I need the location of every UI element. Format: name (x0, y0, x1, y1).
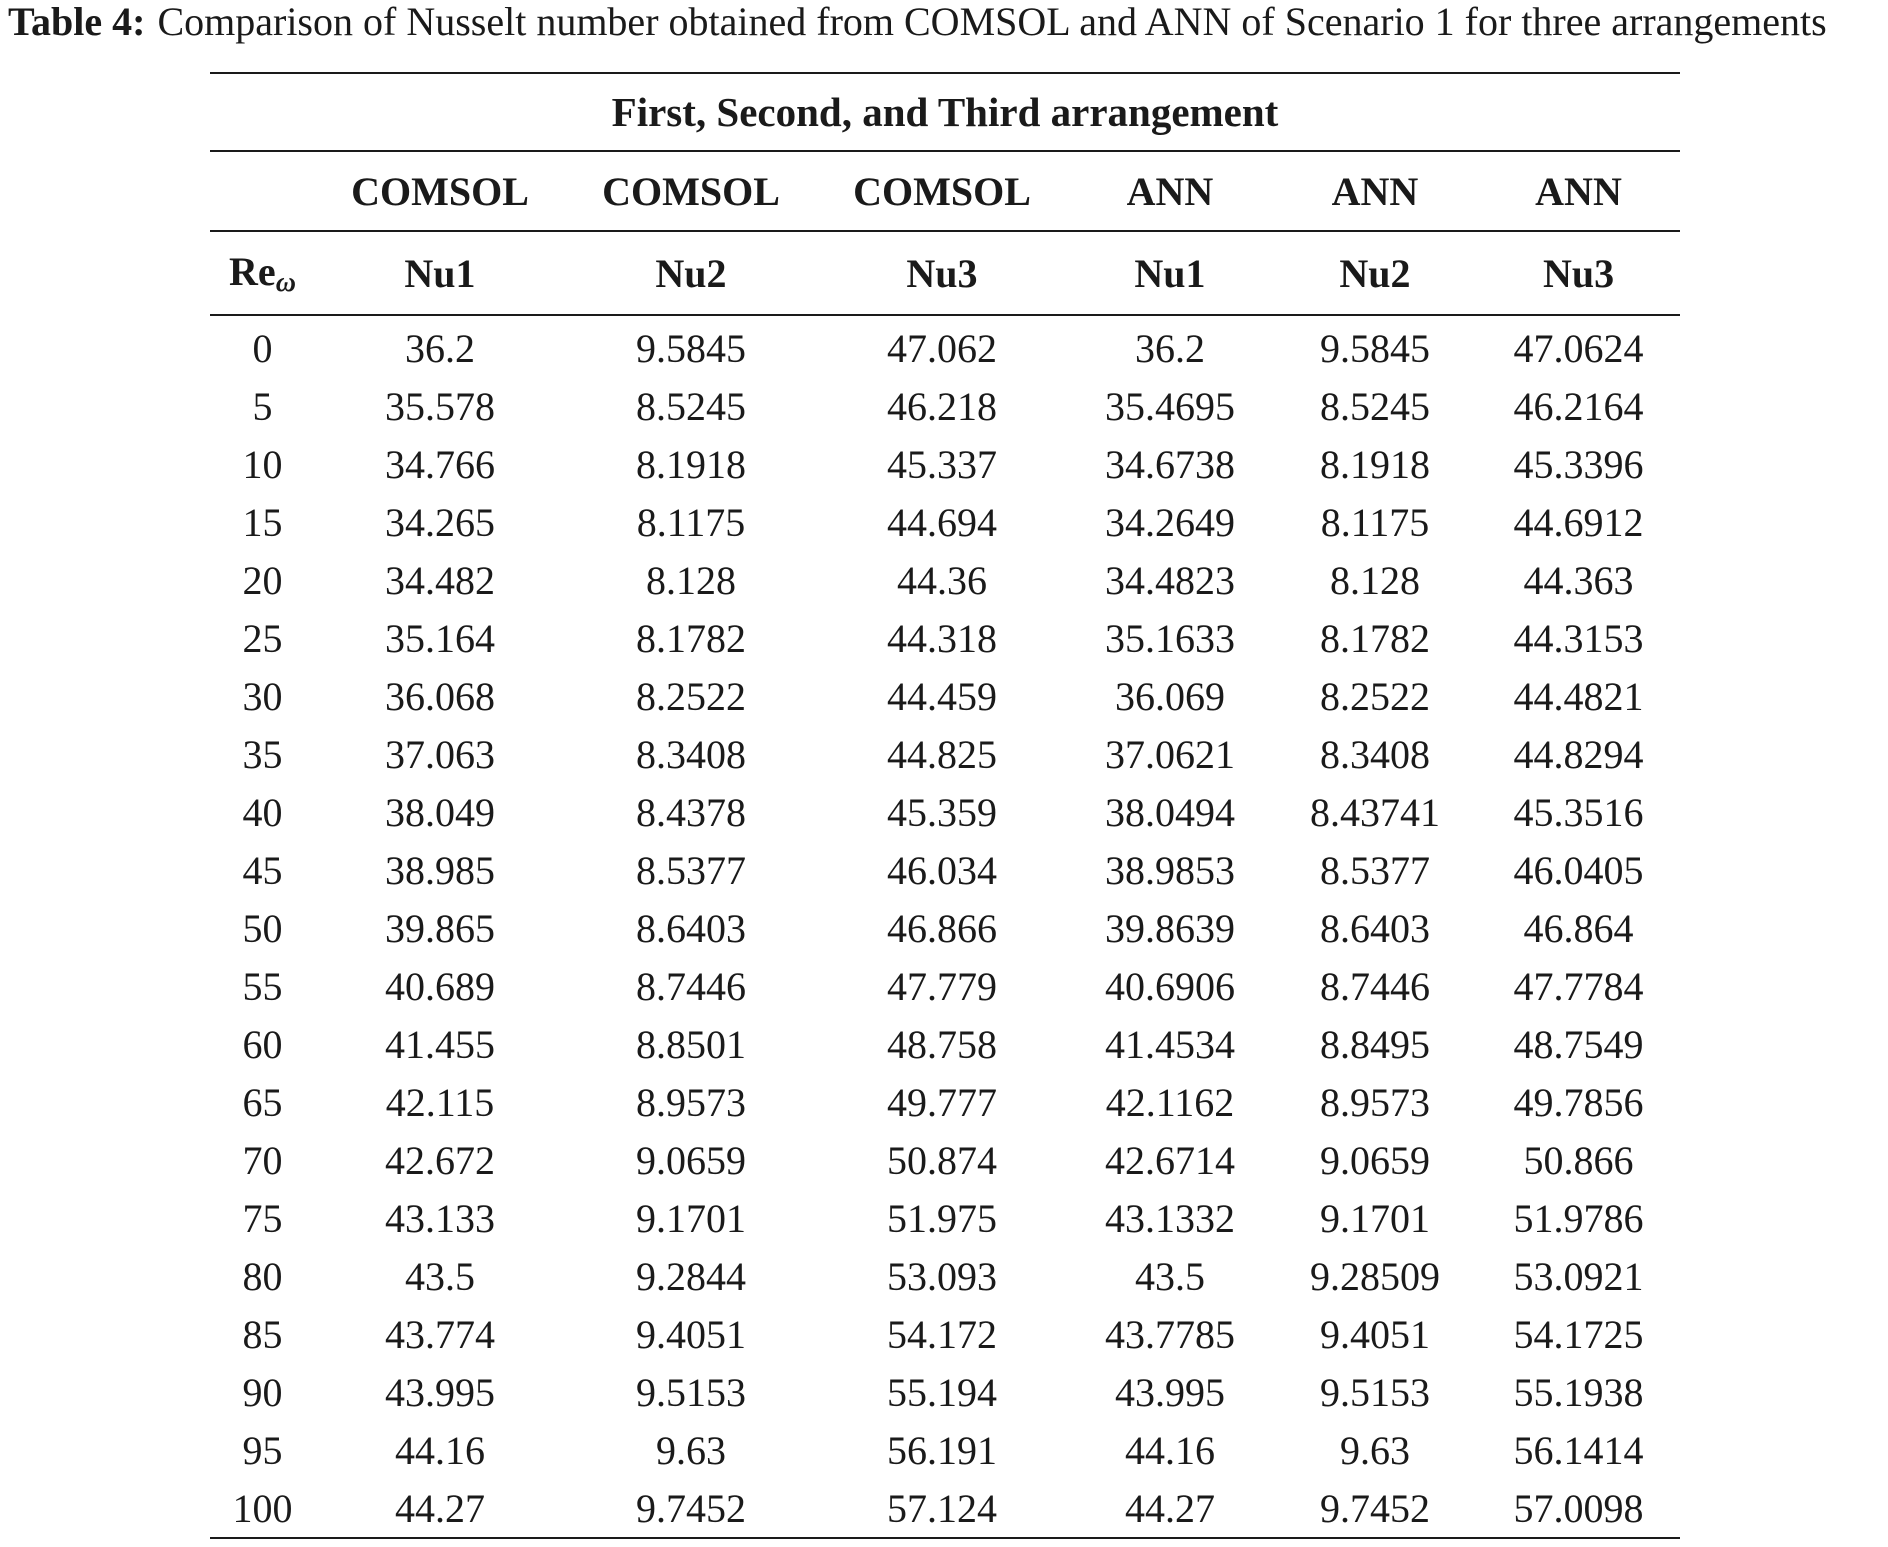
cell-ann-nu2: 8.9573 (1320, 1079, 1430, 1125)
cell-ann-nu2: 8.5245 (1320, 383, 1430, 429)
cell-comsol-nu3: 54.172 (887, 1311, 997, 1357)
table-row (210, 725, 1680, 783)
cell-ann-nu3: 47.0624 (1513, 325, 1644, 371)
cell-ann-nu1: 36.069 (1115, 673, 1225, 719)
cell-comsol-nu2: 9.7452 (565, 1479, 817, 1538)
cell-comsol-nu1: 43.774 (385, 1311, 495, 1357)
cell-reynolds: 80 (242, 1253, 283, 1299)
cell-ann-nu1: 38.9853 (1105, 847, 1235, 893)
table-row (210, 1479, 1680, 1538)
cell-ann-nu1: 34.4823 (1105, 557, 1235, 603)
cell-comsol-nu1: 43.995 (385, 1369, 495, 1415)
cell-ann-nu1: 43.7785 (1105, 1311, 1235, 1357)
cell-reynolds: 20 (242, 557, 283, 603)
cell-ann-nu1: 42.6714 (1105, 1137, 1235, 1183)
cell-ann-nu3: 46.0405 (1513, 847, 1644, 893)
cell-ann-nu2: 9.4051 (1320, 1311, 1430, 1357)
cell-ann-nu1: 39.8639 (1105, 905, 1235, 951)
cell-comsol-nu2: 8.5245 (636, 383, 746, 429)
cell-reynolds: 10 (242, 441, 283, 487)
cell-ann-nu1: 36.2 (1135, 325, 1205, 371)
cell-comsol-nu1: 42.672 (385, 1137, 495, 1183)
cell-comsol-nu2: 8.6403 (636, 905, 746, 951)
cell-ann-nu3: 44.363 (1523, 557, 1634, 603)
method-header-ann-3: ANN (1477, 151, 1680, 231)
cell-ann-nu2: 8.8495 (1320, 1021, 1430, 1067)
method-header-comsol-2: COMSOL (565, 151, 817, 231)
table-row (210, 667, 1680, 725)
cell-ann-nu1: 37.0621 (1105, 731, 1235, 777)
cell-comsol-nu2: 8.4378 (636, 789, 746, 835)
cell-ann-nu2: 8.2522 (1320, 673, 1430, 719)
cell-ann-nu1: 44.27 (1067, 1479, 1273, 1538)
cell-ann-nu3: 57.0098 (1477, 1479, 1680, 1538)
table-row (210, 1363, 1680, 1421)
cell-ann-nu3: 48.7549 (1513, 1021, 1644, 1067)
cell-comsol-nu1: 36.2 (405, 325, 475, 371)
cell-ann-nu2: 8.1782 (1320, 615, 1430, 661)
cell-reynolds: 60 (242, 1021, 283, 1067)
cell-comsol-nu1: 43.5 (405, 1253, 475, 1299)
table-caption (8, 0, 1884, 48)
cell-comsol-nu1: 41.455 (385, 1021, 495, 1067)
cell-ann-nu2: 8.6403 (1320, 905, 1430, 951)
table-row (210, 493, 1680, 551)
cell-comsol-nu3: 55.194 (887, 1369, 997, 1415)
cell-comsol-nu2: 9.2844 (636, 1253, 746, 1299)
cell-reynolds: 45 (242, 847, 283, 893)
var-header-nu2-ann: Nu2 (1273, 231, 1477, 315)
cell-comsol-nu3: 46.034 (887, 847, 997, 893)
cell-ann-nu3: 44.8294 (1513, 731, 1644, 777)
cell-ann-nu2: 8.43741 (1310, 789, 1440, 835)
cell-ann-nu1: 34.6738 (1105, 441, 1235, 487)
method-header-ann-2: ANN (1273, 151, 1477, 231)
cell-ann-nu1: 38.0494 (1105, 789, 1235, 835)
cell-comsol-nu3: 46.218 (887, 383, 997, 429)
cell-comsol-nu3: 53.093 (887, 1253, 997, 1299)
cell-comsol-nu3: 44.459 (887, 673, 997, 719)
cell-reynolds: 35 (242, 731, 283, 777)
method-header-ann-1: ANN (1067, 151, 1273, 231)
table-container (210, 72, 1680, 1539)
cell-comsol-nu3: 45.337 (887, 441, 997, 487)
table-row (210, 1247, 1680, 1305)
group-header: First, Second, and Third arrangement (210, 73, 1680, 151)
cell-ann-nu3: 51.9786 (1513, 1195, 1644, 1241)
cell-reynolds: 75 (242, 1195, 283, 1241)
method-header-empty (210, 151, 315, 231)
cell-reynolds: 15 (242, 499, 283, 545)
cell-ann-nu1: 42.1162 (1105, 1079, 1235, 1125)
nusselt-comparison-table (210, 72, 1680, 1539)
table-row (210, 1421, 1680, 1479)
cell-comsol-nu3: 45.359 (887, 789, 997, 835)
cell-ann-nu3: 55.1938 (1513, 1369, 1644, 1415)
cell-comsol-nu1: 35.578 (385, 383, 495, 429)
cell-comsol-nu3: 51.975 (887, 1195, 997, 1241)
cell-reynolds: 40 (242, 789, 283, 835)
cell-comsol-nu3: 48.758 (887, 1021, 997, 1067)
cell-reynolds: 0 (252, 325, 273, 371)
table-row (210, 1131, 1680, 1189)
table-row (210, 1305, 1680, 1363)
cell-ann-nu1: 43.1332 (1105, 1195, 1235, 1241)
cell-reynolds: 55 (242, 963, 283, 1009)
cell-ann-nu2: 8.128 (1330, 557, 1420, 603)
table-row (210, 841, 1680, 899)
table-row (210, 1073, 1680, 1131)
cell-comsol-nu1: 34.766 (385, 441, 495, 487)
reynolds-header (210, 231, 315, 315)
cell-comsol-nu1: 36.068 (385, 673, 495, 719)
cell-comsol-nu3: 46.866 (887, 905, 997, 951)
cell-comsol-nu2: 9.1701 (636, 1195, 746, 1241)
var-header-nu2-comsol: Nu2 (565, 231, 817, 315)
var-header-nu3-ann: Nu3 (1477, 231, 1680, 315)
table-row (210, 1189, 1680, 1247)
cell-comsol-nu2: 8.9573 (636, 1079, 746, 1125)
cell-reynolds: 70 (242, 1137, 283, 1183)
cell-comsol-nu2: 8.5377 (636, 847, 746, 893)
cell-ann-nu2: 9.28509 (1310, 1253, 1440, 1299)
cell-reynolds: 100 (210, 1479, 315, 1538)
cell-ann-nu3: 49.7856 (1513, 1079, 1644, 1125)
cell-comsol-nu2: 8.1175 (636, 499, 746, 545)
method-header-row (210, 151, 1680, 231)
cell-ann-nu3: 45.3396 (1513, 441, 1644, 487)
reynolds-header-subscript: ω (275, 266, 296, 298)
cell-ann-nu1: 44.16 (1125, 1427, 1215, 1473)
cell-comsol-nu2: 8.128 (646, 557, 736, 603)
cell-ann-nu2: 8.1175 (1320, 499, 1430, 545)
cell-ann-nu2: 8.5377 (1320, 847, 1430, 893)
cell-ann-nu2: 9.5153 (1320, 1369, 1430, 1415)
cell-reynolds: 25 (242, 615, 283, 661)
cell-ann-nu1: 35.4695 (1105, 383, 1235, 429)
table-row (210, 435, 1680, 493)
cell-comsol-nu1: 40.689 (385, 963, 495, 1009)
variable-header-row (210, 231, 1680, 315)
cell-comsol-nu3: 57.124 (817, 1479, 1067, 1538)
cell-reynolds: 50 (242, 905, 283, 951)
var-header-nu3-comsol: Nu3 (817, 231, 1067, 315)
cell-ann-nu3: 50.866 (1523, 1137, 1634, 1183)
cell-ann-nu1: 35.1633 (1105, 615, 1235, 661)
cell-comsol-nu3: 50.874 (887, 1137, 997, 1183)
cell-comsol-nu2: 8.3408 (636, 731, 746, 777)
cell-comsol-nu1: 44.27 (315, 1479, 565, 1538)
cell-comsol-nu1: 34.265 (385, 499, 495, 545)
cell-comsol-nu2: 9.63 (656, 1427, 726, 1473)
cell-ann-nu2: 8.7446 (1320, 963, 1430, 1009)
cell-reynolds: 85 (242, 1311, 283, 1357)
cell-comsol-nu1: 44.16 (395, 1427, 485, 1473)
cell-reynolds: 65 (242, 1079, 283, 1125)
cell-comsol-nu1: 34.482 (385, 557, 495, 603)
cell-ann-nu1: 41.4534 (1105, 1021, 1235, 1067)
cell-ann-nu2: 8.1918 (1320, 441, 1430, 487)
cell-ann-nu2: 8.3408 (1320, 731, 1430, 777)
cell-comsol-nu2: 8.8501 (636, 1021, 746, 1067)
cell-comsol-nu1: 37.063 (385, 731, 495, 777)
cell-ann-nu3: 45.3516 (1513, 789, 1644, 835)
caption-text: Comparison of Nusselt number obtained from COMSOL and ANN of Scenario 1 for three arrangements (157, 0, 1827, 44)
cell-comsol-nu3: 44.694 (887, 499, 997, 545)
group-header-row (210, 73, 1680, 151)
cell-comsol-nu2: 9.5153 (636, 1369, 746, 1415)
cell-comsol-nu3: 56.191 (887, 1427, 997, 1473)
table-row (210, 377, 1680, 435)
cell-ann-nu3: 44.4821 (1513, 673, 1644, 719)
cell-ann-nu2: 9.63 (1340, 1427, 1410, 1473)
cell-comsol-nu1: 43.133 (385, 1195, 495, 1241)
cell-comsol-nu1: 35.164 (385, 615, 495, 661)
cell-comsol-nu1: 42.115 (385, 1079, 495, 1125)
cell-reynolds: 5 (252, 383, 273, 429)
var-header-nu1-comsol: Nu1 (315, 231, 565, 315)
table-row (210, 899, 1680, 957)
cell-ann-nu2: 9.0659 (1320, 1137, 1430, 1183)
cell-ann-nu1: 34.2649 (1105, 499, 1235, 545)
cell-comsol-nu2: 9.4051 (636, 1311, 746, 1357)
cell-reynolds: 90 (242, 1369, 283, 1415)
table-row (210, 315, 1680, 377)
var-header-nu1-ann: Nu1 (1067, 231, 1273, 315)
cell-comsol-nu3: 47.062 (887, 325, 997, 371)
cell-ann-nu2: 9.5845 (1320, 325, 1430, 371)
cell-ann-nu2: 9.7452 (1273, 1479, 1477, 1538)
table-row (210, 957, 1680, 1015)
cell-ann-nu3: 54.1725 (1513, 1311, 1644, 1357)
cell-comsol-nu3: 47.779 (887, 963, 997, 1009)
caption-label: Table 4: (8, 0, 146, 44)
cell-reynolds: 95 (242, 1427, 283, 1473)
cell-comsol-nu2: 9.5845 (636, 325, 746, 371)
cell-ann-nu1: 43.995 (1115, 1369, 1225, 1415)
cell-comsol-nu3: 44.36 (897, 557, 987, 603)
cell-ann-nu3: 44.3153 (1513, 615, 1644, 661)
cell-ann-nu3: 56.1414 (1513, 1427, 1644, 1473)
cell-ann-nu3: 47.7784 (1513, 963, 1644, 1009)
cell-ann-nu3: 53.0921 (1513, 1253, 1644, 1299)
table-row (210, 551, 1680, 609)
method-header-comsol-3: COMSOL (817, 151, 1067, 231)
cell-reynolds: 30 (242, 673, 283, 719)
cell-comsol-nu3: 44.318 (887, 615, 997, 661)
cell-ann-nu1: 40.6906 (1105, 963, 1235, 1009)
reynolds-header-base: Re (229, 248, 276, 294)
cell-ann-nu3: 44.6912 (1513, 499, 1644, 545)
table-row (210, 783, 1680, 841)
cell-comsol-nu3: 49.777 (887, 1079, 997, 1125)
cell-ann-nu2: 9.1701 (1320, 1195, 1430, 1241)
cell-comsol-nu1: 38.049 (385, 789, 495, 835)
cell-comsol-nu2: 8.2522 (636, 673, 746, 719)
cell-comsol-nu1: 39.865 (385, 905, 495, 951)
cell-comsol-nu2: 8.1918 (636, 441, 746, 487)
cell-ann-nu3: 46.864 (1523, 905, 1634, 951)
cell-ann-nu1: 43.5 (1135, 1253, 1205, 1299)
cell-comsol-nu2: 9.0659 (636, 1137, 746, 1183)
table-body (210, 315, 1680, 1538)
cell-comsol-nu2: 8.7446 (636, 963, 746, 1009)
cell-comsol-nu1: 38.985 (385, 847, 495, 893)
table-row (210, 609, 1680, 667)
table-row (210, 1015, 1680, 1073)
method-header-comsol-1: COMSOL (315, 151, 565, 231)
cell-comsol-nu3: 44.825 (887, 731, 997, 777)
cell-ann-nu3: 46.2164 (1513, 383, 1644, 429)
cell-comsol-nu2: 8.1782 (636, 615, 746, 661)
